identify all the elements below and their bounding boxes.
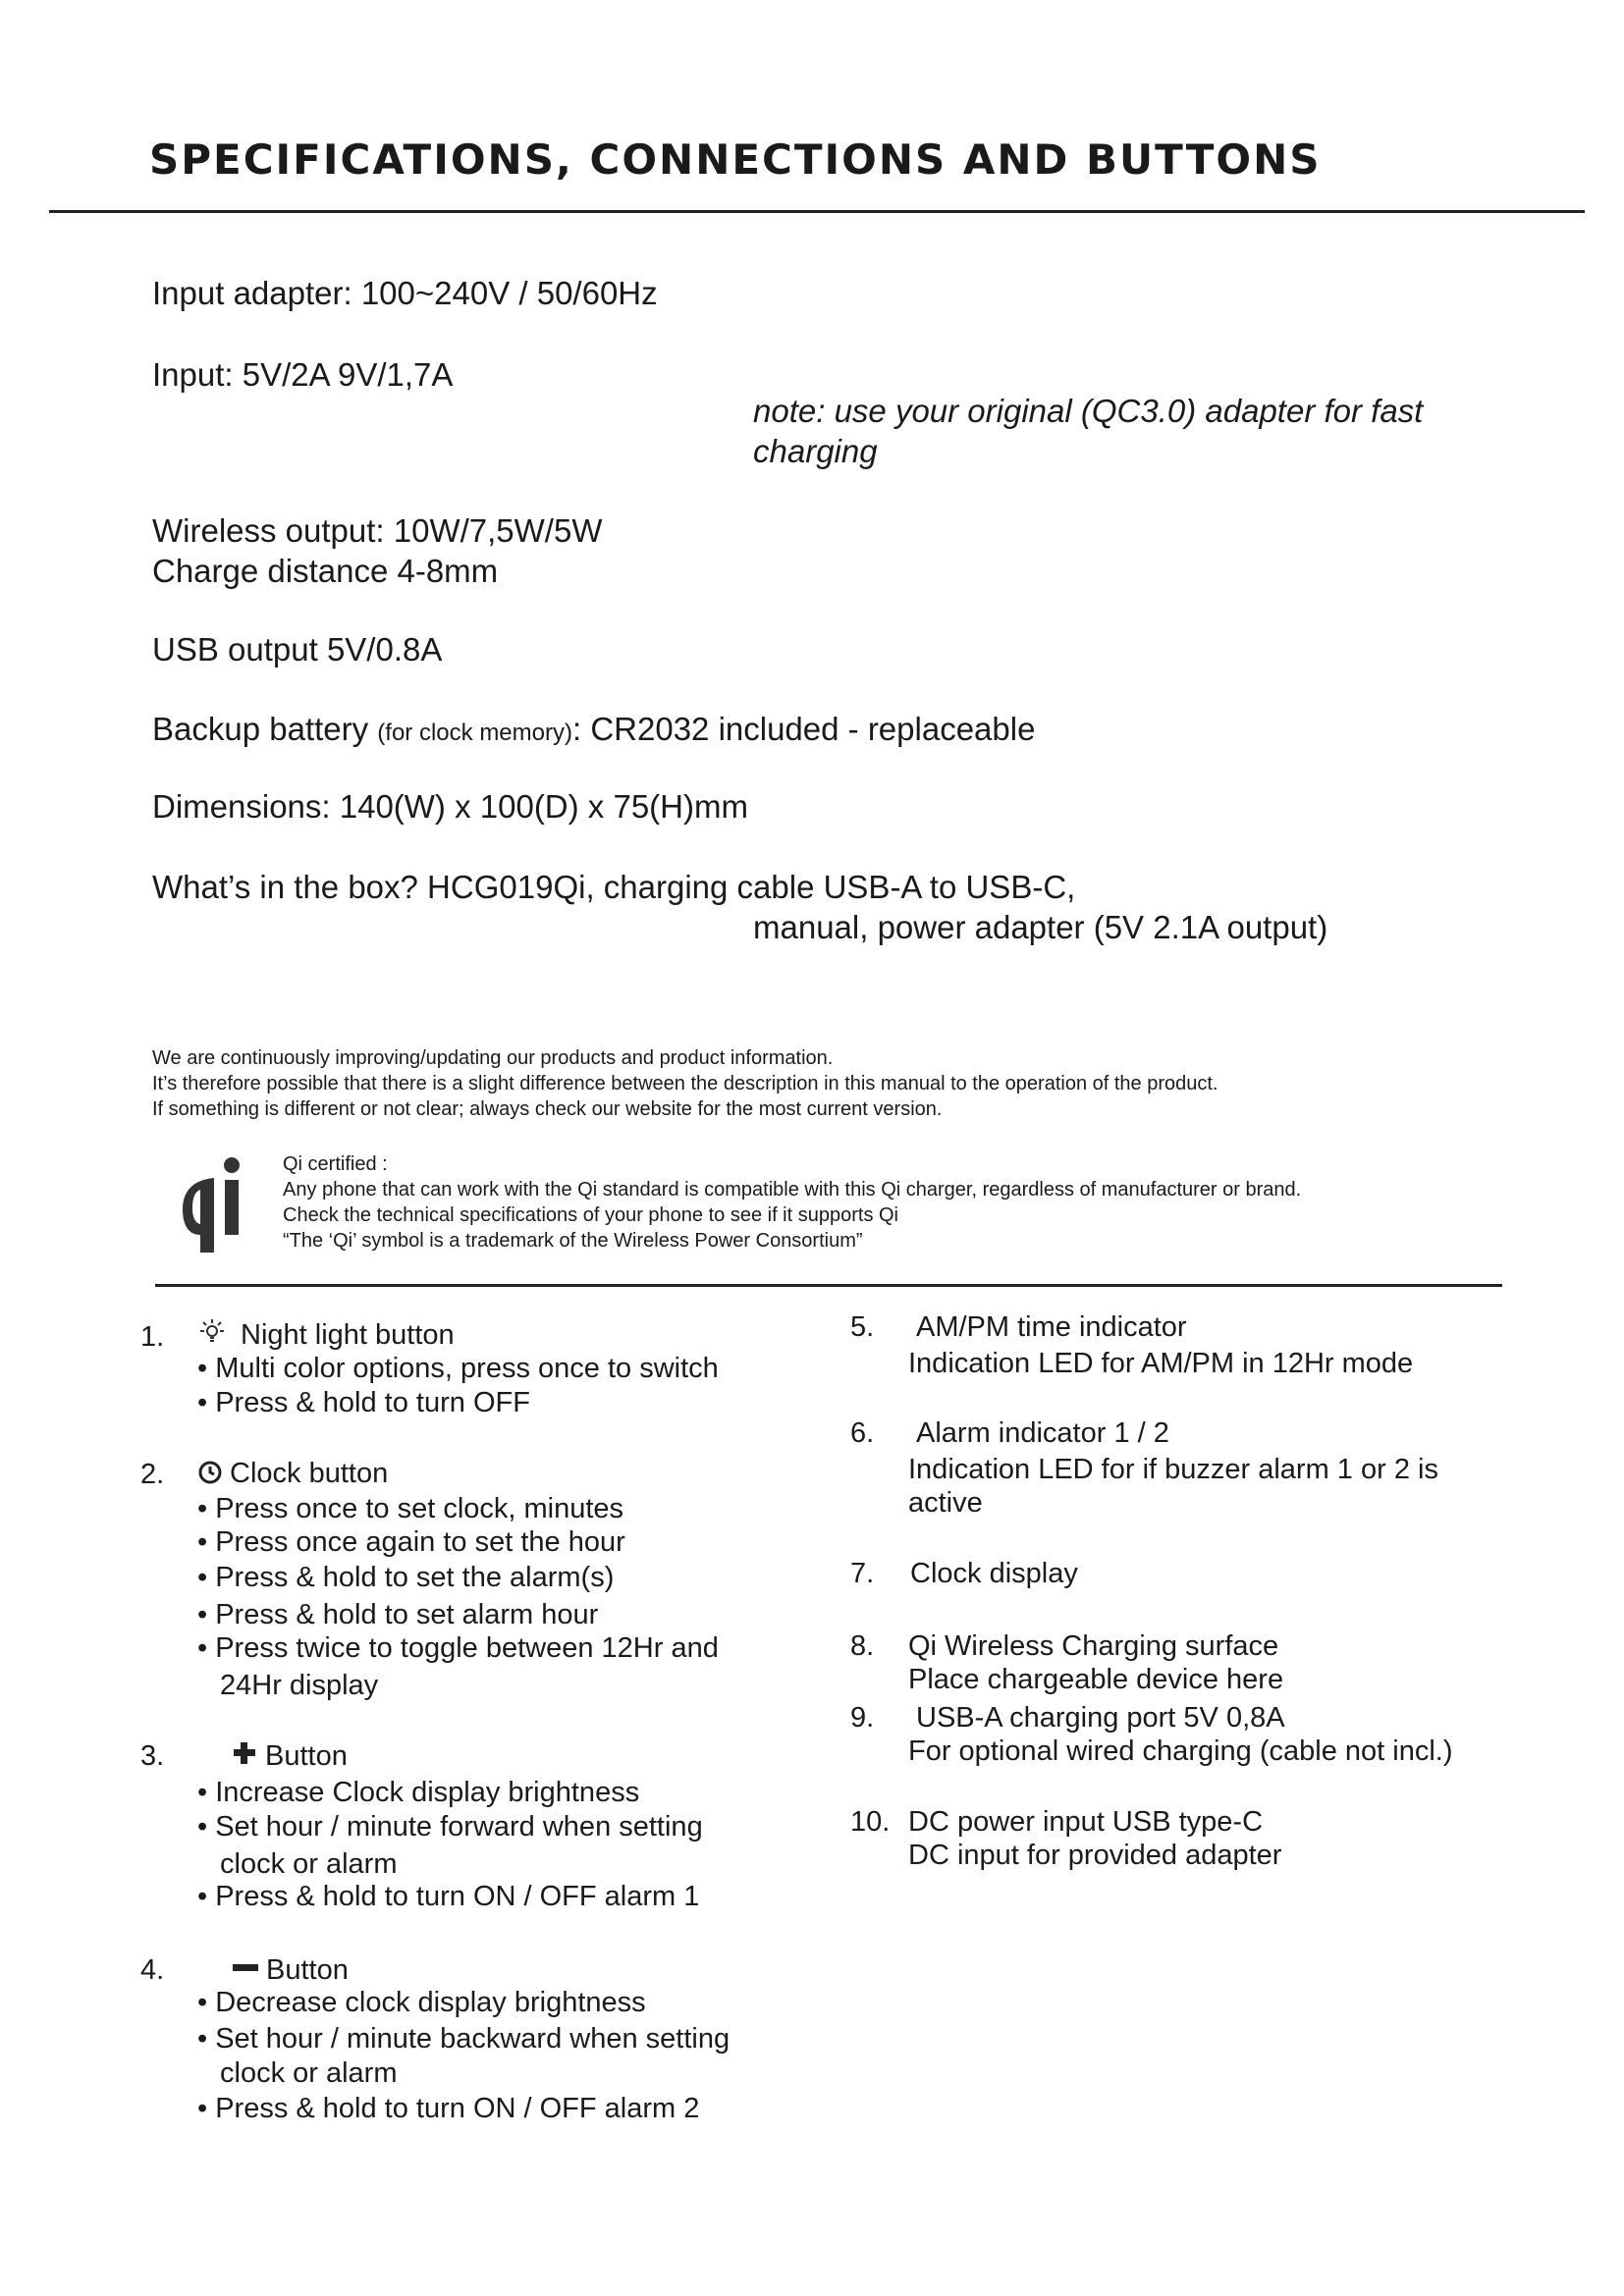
item-line: • Press & hold to turn OFF (197, 1387, 530, 1418)
spec-input-adapter: Input adapter: 100~240V / 50/60Hz (152, 275, 658, 311)
item-line: • Set hour / minute forward when setting (197, 1811, 703, 1842)
item-line: • Press & hold to set the alarm(s) (197, 1562, 615, 1593)
qi-line1: Qi certified : (283, 1153, 388, 1175)
item-line: • Press once again to set the hour (197, 1526, 625, 1558)
spec-box-line1: What’s in the box? HCG019Qi, charging cable USB-A to USB-C, (152, 869, 1076, 905)
item-line: • Press twice to toggle between 12Hr and (197, 1632, 719, 1664)
item-number: 2. (140, 1459, 165, 1490)
section-divider (155, 1284, 1502, 1287)
clock-icon (197, 1460, 223, 1485)
spec-wireless-output: Wireless output: 10W/7,5W/5W (152, 512, 603, 549)
item-number: 9. (850, 1702, 875, 1734)
item-line: Place chargeable device here (908, 1664, 1284, 1695)
item-number: 5. (850, 1311, 875, 1343)
spec-backup-note: (for clock memory) (377, 720, 572, 746)
item-line: • Increase Clock display brightness (197, 1777, 640, 1808)
item-title: Clock button (230, 1458, 389, 1489)
item-line: • Press & hold to turn ON / OFF alarm 2 (197, 2093, 700, 2124)
item-line: • Press once to set clock, minutes (197, 1493, 624, 1524)
item-title: Button (265, 1740, 348, 1772)
qi-logo (181, 1156, 245, 1253)
item-title: Clock display (910, 1558, 1078, 1589)
item-line: active (908, 1487, 983, 1519)
item-line: For optional wired charging (cable not incl.) (908, 1735, 1453, 1767)
item-number: 7. (850, 1558, 875, 1589)
item-title: Night light button (241, 1319, 455, 1351)
item-line: Indication LED for if buzzer alarm 1 or 2 is (908, 1454, 1438, 1485)
qi-line4: “The ‘Qi’ symbol is a trademark of the Wireless Power Consortium” (283, 1230, 863, 1252)
spec-charge-distance: Charge distance 4-8mm (152, 553, 499, 589)
plus-icon (232, 1740, 257, 1766)
item-number: 3. (140, 1740, 165, 1772)
item-number: 8. (850, 1630, 875, 1662)
item-line: • Press & hold to set alarm hour (197, 1599, 599, 1630)
item-line: DC input for provided adapter (908, 1840, 1282, 1871)
item-number: 4. (140, 1954, 165, 1986)
item-line: • Set hour / minute backward when setting (197, 2023, 731, 2055)
item-title: Qi Wireless Charging surface (908, 1630, 1279, 1662)
spec-backup-value: : CR2032 included - replaceable (571, 711, 1036, 747)
page-title: SPECIFICATIONS, CONNECTIONS AND BUTTONS (149, 135, 1322, 184)
item-title: Alarm indicator 1 / 2 (916, 1417, 1169, 1449)
spec-note-line1: note: use your original (QC3.0) adapter for fast (753, 393, 1424, 429)
spec-box-line2: manual, power adapter (5V 2.1A output) (753, 909, 1328, 945)
item-title: Button (266, 1954, 349, 1986)
item-line: 24Hr display (220, 1670, 379, 1701)
disclaimer-line2: It’s therefore possible that there is a slight difference between the description in this manual to the operation of the product. (152, 1073, 1218, 1095)
spec-backup-label: Backup battery (152, 711, 378, 747)
spec-note-line2: charging (753, 433, 878, 469)
item-line: clock or alarm (220, 1848, 398, 1880)
disclaimer-line3: If something is different or not clear; always check our website for the most current version. (152, 1098, 943, 1120)
title-divider (49, 210, 1585, 213)
spec-backup-battery (152, 711, 1035, 748)
item-line: clock or alarm (220, 2057, 398, 2089)
item-line: • Multi color options, press once to switch (197, 1353, 719, 1384)
item-line: Indication LED for AM/PM in 12Hr mode (908, 1348, 1414, 1379)
item-line: • Press & hold to turn ON / OFF alarm 1 (197, 1881, 700, 1912)
qi-line2: Any phone that can work with the Qi standard is compatible with this Qi charger, regardless of manufacturer or brand. (283, 1179, 1302, 1201)
light-bulb-icon (197, 1317, 227, 1347)
item-number: 6. (850, 1417, 875, 1449)
item-number: 10. (850, 1806, 891, 1838)
spec-usb-output: USB output 5V/0.8A (152, 631, 443, 667)
item-title: USB-A charging port 5V 0,8A (916, 1702, 1285, 1734)
item-line: • Decrease clock display brightness (197, 1987, 646, 2018)
item-title: AM/PM time indicator (916, 1311, 1187, 1343)
minus-icon (233, 1964, 258, 1972)
qi-line3: Check the technical specifications of your phone to see if it supports Qi (283, 1204, 899, 1226)
spec-input: Input: 5V/2A 9V/1,7A (152, 356, 454, 393)
spec-dimensions: Dimensions: 140(W) x 100(D) x 75(H)mm (152, 788, 748, 825)
disclaimer-line1: We are continuously improving/updating our products and product information. (152, 1047, 834, 1069)
item-title: DC power input USB type-C (908, 1806, 1264, 1838)
item-number: 1. (140, 1321, 165, 1353)
